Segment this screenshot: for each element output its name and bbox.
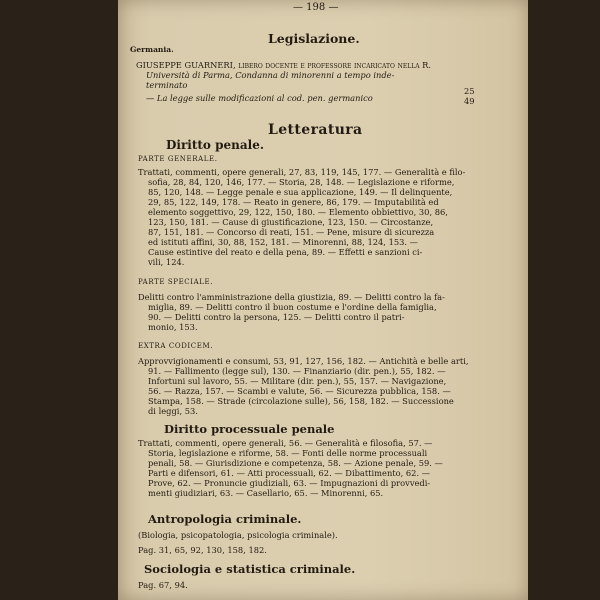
parte-generale-text: Trattati, commenti, opere generali, 27, 83, 119, 145, 177. — Generalità e filo- sofia, 28, 84, 120, 146, 177. — Storia, 28, 148. — Legislazione e riforme, 85, 120, 148. — Legge penale e sua applicazione, 149. — Il delinquente, 29, 85, 122, 149, 178. — Reato in genere, 86, 179. — Imputabilità ed elemento soggettivo, 29, 122, 150, 180. — Elemento obbiettivo, 30, 86, 123, 150, 181. — Cause di giustificazione, 123, 150. — Circostanze, 87, 151, 181. — Concorso di reati, 151. — Pene, misure di sicurezza ed istituti affini, 30, 88, 152, 181. — Minorenni, 88, 124, 153. — Cause estintive del reato e della pena, 89. — Effetti e sanzioni ci- vili, 124. [138,167,466,267]
entry-line: GIUSEPPE GUARNERI, libero docente e professore incaricato nella R. [136,60,432,70]
page-number: — 198 — [293,2,339,13]
antropologia-heading: Antropologia criminale. [148,512,302,526]
entry-page: 49 [464,96,475,106]
book-page [118,0,528,600]
country-label: Germania. [130,45,174,54]
sociologia-heading: Sociologia e statistica criminale. [144,562,356,576]
entry-line: Università di Parma, Condanna di minorenni a tempo inde- [146,70,395,80]
diritto-penale-heading: Diritto penale. [166,138,265,152]
extra-codicem-label: EXTRA CODICEM. [138,342,214,350]
parte-generale-label: PARTE GENERALE. [138,155,218,163]
entry-line: terminato [146,80,188,90]
legislazione-heading: Legislazione. [268,31,360,46]
antropologia-sub: (Biologia, psicopatologia, psicologia criminale). [138,530,338,540]
letteratura-heading: Letteratura [268,122,363,138]
diritto-processuale-text: Trattati, commenti, opere generali, 56. — Generalità e filosofia, 57. — Storia, legislazione e riforme, 58. — Fonti delle norme processuali penali, 58. — Giurisdizione e competenza, 58. — Azione penale, 59. — Parti e difensori, 61. — Atti processuali, 62. — Dibattimento, 62. — Prove, 62. — Pronuncie giudiziali, 63. — Impugnazioni di provvedi- menti giudiziari, 63. — Casellario, 65. — Minorenni, 65. [138,438,443,498]
parte-speciale-label: PARTE SPECIALE. [138,278,214,286]
sociologia-pages: Pag. 67, 94. [138,580,188,590]
antropologia-pages: Pag. 31, 65, 92, 130, 158, 182. [138,545,267,555]
entry-line: — La legge sulle modificazioni al cod. pen. germanico [146,93,373,103]
extra-codicem-text: Approvvigionamenti e consumi, 53, 91, 127, 156, 182. — Antichità e belle arti, 91. — Fallimento (legge sul), 130. — Finanziario (dir. pen.), 55, 182. — Infortuni sul lavoro, 55. — Militare (dir. pen.), 55, 157. — Navigazione, 56. — Razza, 157. — Scambi e valute, 56. — Sicurezza pubblica, 158. — Stampa, 158. — Strade (circolazione sulle), 56, 158, 182. — Successione di leggi, 53. [138,356,469,416]
diritto-processuale-heading: Diritto processuale penale [164,422,335,436]
parte-speciale-text: Delitti contro l'amministrazione della giustizia, 89. — Delitti contro la fa- miglia, 89. — Delitti contro il buon costume e l'ordine della famiglia, 90. — Delitti contro la persona, 125. — Delitti contro il patri- monio, 153. [138,292,445,332]
entry-page: 25 [464,86,475,96]
